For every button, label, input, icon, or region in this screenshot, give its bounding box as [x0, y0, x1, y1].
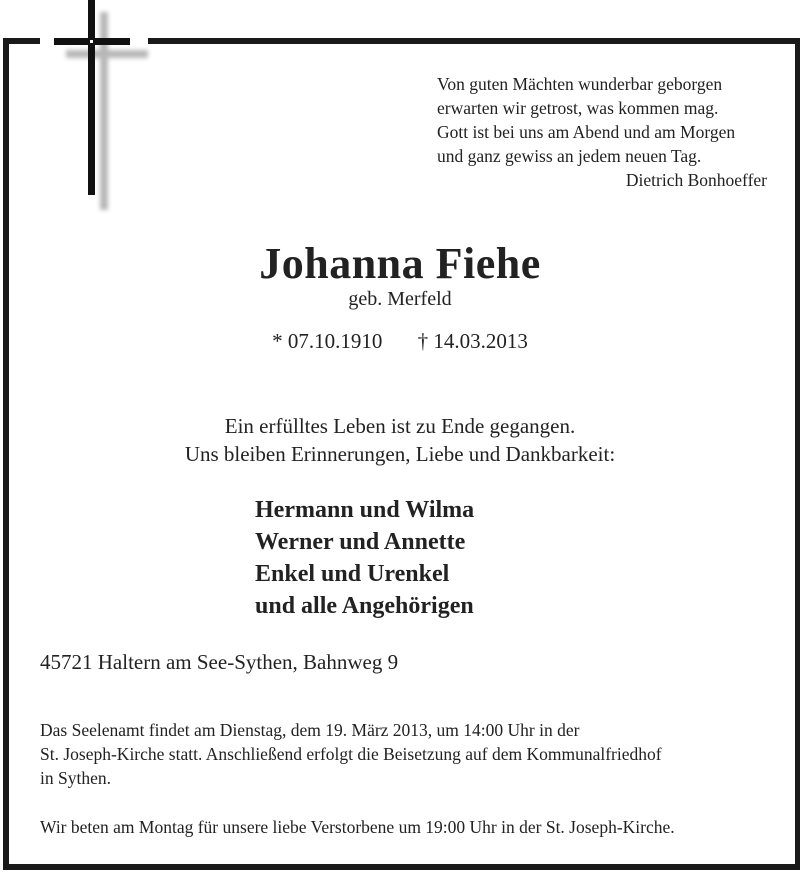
deceased-name: Johanna Fiehe [259, 239, 541, 288]
poem-author: Dietrich Bonhoeffer [625, 170, 767, 190]
cross-shadow-horizontal [66, 50, 148, 58]
life-dates [0, 329, 800, 354]
poem-line: Von guten Mächten wunderbar geborgen [437, 74, 723, 94]
family-address: 45721 Haltern am See-Sythen, Bahnweg 9 [40, 650, 399, 674]
life-statement [0, 412, 800, 468]
bonhoeffer-poem [437, 72, 767, 192]
prayer-notice: Wir beten am Montag für unsere liebe Verstorbene um 19:00 Uhr in der St. Joseph-Kirche. [40, 817, 675, 837]
notice-line: St. Joseph-Kirche statt. Anschließend erfolgt die Beisetzung auf dem Kommunalfriedhof [40, 744, 662, 764]
notice-line: in Sythen. [40, 768, 111, 788]
mourner: und alle Angehörigen [255, 593, 474, 619]
cross-icon [52, 0, 162, 215]
life-line: Ein erfülltes Leben ist zu Ende gegangen. [224, 414, 576, 438]
death-date: † 14.03.2013 [417, 329, 528, 353]
cross-center [90, 40, 93, 43]
poem-line: und ganz gewiss an jedem neuen Tag. [437, 146, 702, 166]
poem-line: erwarten wir getrost, was kommen mag. [437, 98, 719, 118]
cross-beam-vertical [88, 0, 95, 195]
life-line: Uns bleiben Erinnerungen, Liebe und Dankbarkeit: [184, 442, 616, 466]
notice-line: Das Seelenamt findet am Dienstag, dem 19. März 2013, um 14:00 Uhr in der [40, 720, 580, 740]
mourner: Werner und Annette [255, 529, 466, 555]
maiden-name: geb. Merfeld [348, 288, 452, 310]
mourner: Hermann und Wilma [255, 497, 475, 523]
birth-date: * 07.10.1910 [272, 329, 383, 353]
poem-line: Gott ist bei uns am Abend und am Morgen [437, 122, 736, 142]
mourner: Enkel und Urenkel [255, 561, 450, 587]
mourners-list [255, 494, 474, 622]
service-notice [40, 718, 770, 790]
